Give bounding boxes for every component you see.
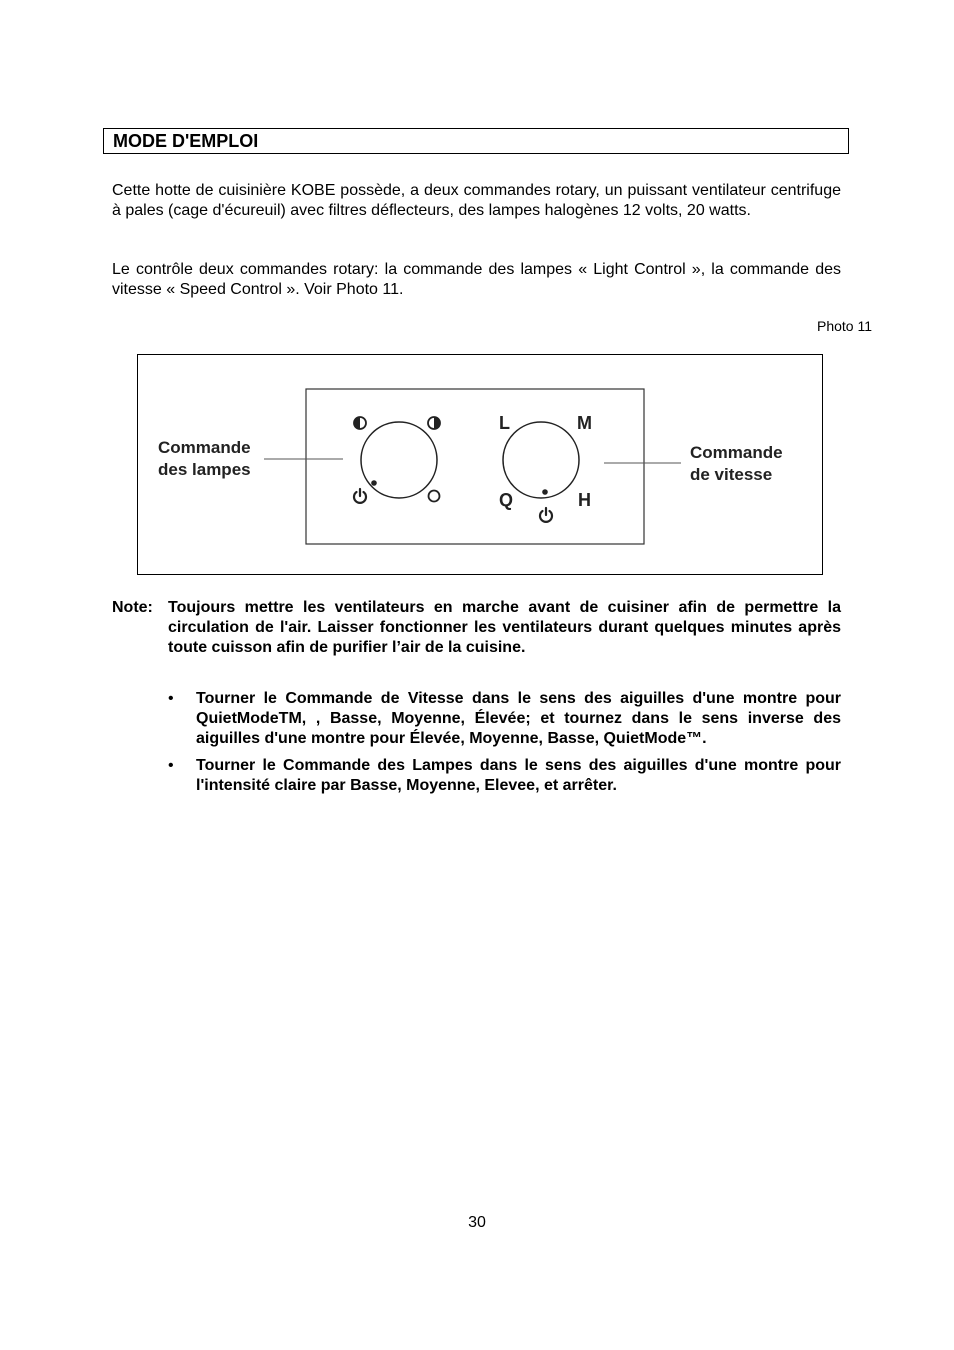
intro-paragraph: Cette hotte de cuisinière KOBE possède, a deux commandes rotary, un puissant ventilateur centrifuge à pales (cage d'écureuil) avec filtres déflecteurs, des lampes halogènes 12 volts, 20 watts. [112,182,841,219]
section-heading-box [103,128,849,154]
list-item [168,689,841,749]
speed-knob-indicator-dot [542,489,548,495]
speed-mark-low: L [499,413,510,433]
note-label: Note: [112,599,153,616]
speed-mark-medium: M [577,413,592,433]
off-circle-icon [429,491,440,502]
power-icon [354,489,366,503]
control-panel-figure [137,354,823,575]
bullet-mark: • [168,690,174,707]
left-label-line1: Commande [158,438,251,457]
page-number: 30 [468,1214,486,1231]
control-panel-diagram [138,355,824,576]
light-knob-indicator-dot [371,480,377,486]
note-text: Toujours mettre les ventilateurs en marche avant de cuisiner afin de permettre la circulation de l'air. Laisser fonctionner les ventilateurs durant quelques minutes après toute cuisson afin de purifier l’air de la cuisine. [168,599,841,656]
instruction-list [168,689,841,803]
control-panel-outline [306,389,644,544]
bullet-mark: • [168,757,174,774]
list-item [168,756,841,796]
section-heading: MODE D'EMPLOI [113,131,259,151]
speed-control-knob [503,422,579,498]
list-item-text: Tourner le Commande des Lampes dans le sens des aiguilles d'une montre pour l'intensité claire par Basse, Moyenne, Elevee, et arrêter. [196,757,841,794]
right-label-line2: de vitesse [690,465,773,484]
power-icon [540,508,552,522]
controls-paragraph: Le contrôle deux commandes rotary: la commande des lampes « Light Control », la commande des vitesse « Speed Control ». Voir Photo 11. [112,261,841,298]
speed-mark-quiet: Q [499,490,514,510]
right-label-line1: Commande [690,443,783,462]
half-moon-icon [428,417,440,429]
list-item-text: Tourner le Commande de Vitesse dans le sens des aiguilles d'une montre pour QuietModeTM, , Basse, Moyenne, Élevée; et tournez dans le sens inverse des aiguilles d'une montre pour Élevée, Moyenne, Basse, QuietMode™. [196,690,841,747]
speed-mark-high: H [578,490,591,510]
light-control-knob [361,422,437,498]
photo-caption: Photo 11 [816,318,872,334]
left-label-line2: des lampes [158,460,251,479]
half-moon-icon [354,417,366,429]
